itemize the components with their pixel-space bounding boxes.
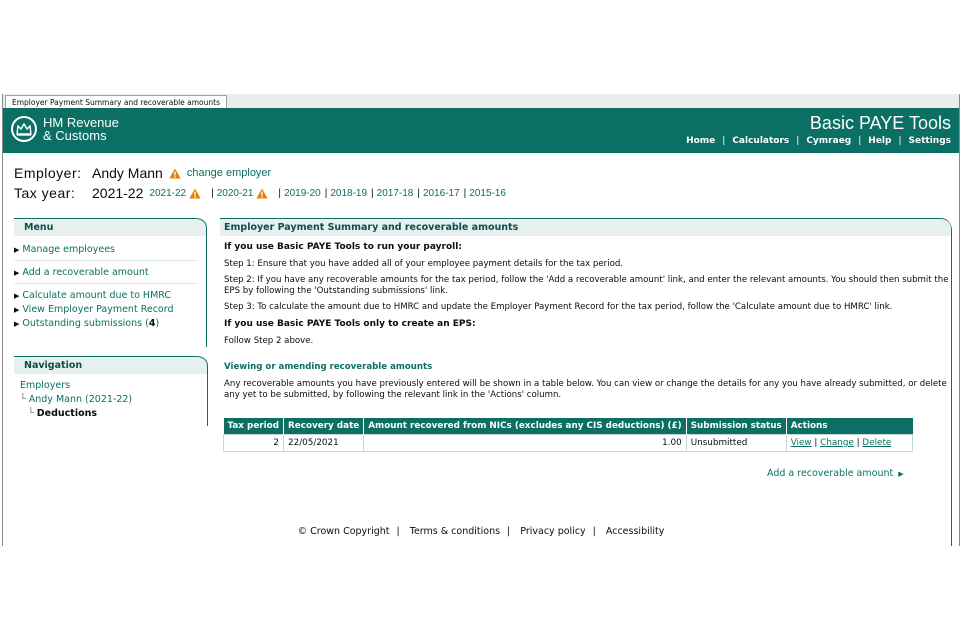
app-window — [2, 94, 960, 546]
menu-add-recoverable-amount[interactable]: ▶ Add a recoverable amount — [14, 267, 149, 278]
nav-help[interactable]: Help — [868, 136, 892, 146]
window-tab[interactable]: Employer Payment Summary and recoverable amounts — [5, 95, 227, 109]
step2-text: Step 2: If you have any recoverable amounts for the tax period, follow the 'Add a recoverable amount' link, and enter the relevant amounts. You should then submit the EPS by following the 'Outstanding submissions' link. — [224, 275, 949, 296]
add-recoverable-amount-link[interactable]: Add a recoverable amount ▶ — [767, 468, 904, 479]
viewing-text: Any recoverable amounts you have previously entered will be shown in a table below. You can view or change the details for any you have already submitted, or delete any yet to be submitted, by following the relevant link in the 'Actions' column. — [224, 379, 947, 400]
employer-label: Employer: — [14, 165, 82, 181]
cell-amount: 1.00 — [364, 435, 686, 452]
menu-title: Menu — [14, 218, 206, 236]
nav-employers-link[interactable]: Employers — [20, 380, 71, 391]
step3-text: Step 3: To calculate the amount due to HMRC and update the Employer Payment Record for the tax period, follow the 'Calculate amount due to HMRC' link. — [224, 302, 893, 312]
change-link[interactable]: Change — [820, 438, 854, 448]
hmrc-logo[interactable] — [11, 115, 201, 149]
tax-year-link-2017-18[interactable]: 2017-18 — [376, 187, 414, 199]
triangle-right-icon: ▶ — [14, 292, 20, 300]
footer-accessibility-link[interactable]: Accessibility — [605, 526, 665, 537]
warning-icon — [189, 188, 201, 199]
table-row — [224, 435, 913, 452]
nav-home[interactable]: Home — [686, 136, 716, 146]
change-employer-link[interactable]: change employer — [186, 167, 272, 179]
navigation-panel: Navigation Employers └ Andy Mann (2021-22) └ Deductions — [14, 356, 208, 426]
app-title: Basic PAYE Tools — [809, 113, 951, 133]
tax-year-line: Tax year: 2021-22 2021-22 | 2020-21 | 2019-20 | 2018-19 | 2017-18 | 2016-17 | 2015-16 — [14, 185, 506, 201]
menu-panel — [14, 218, 207, 347]
cell-status: Unsubmitted — [686, 435, 786, 452]
footer-terms-link[interactable]: Terms & conditions — [409, 526, 501, 537]
triangle-right-icon: ▶ — [14, 306, 20, 314]
tax-year-link-2021-22[interactable]: 2021-22 — [149, 187, 187, 199]
eps-heading: If you use Basic PAYE Tools only to create an EPS: — [224, 319, 476, 329]
warning-icon — [256, 188, 268, 199]
nav-employee-link[interactable]: Andy Mann (2021-22) — [28, 394, 133, 405]
cell-tax-period: 2 — [224, 435, 284, 452]
crown-icon — [11, 116, 37, 142]
navigation-title: Navigation — [14, 356, 207, 374]
menu-manage-employees[interactable]: ▶ Manage employees — [14, 244, 115, 255]
tab-bar — [3, 94, 959, 109]
step1-text: Step 1: Ensure that you have added all of your employee payment details for the tax period. — [224, 259, 624, 269]
menu-outstanding-submissions[interactable]: ▶ Outstanding submissions (4) — [14, 318, 160, 329]
table-header-row — [224, 418, 913, 435]
cell-recovery-date: 22/05/2021 — [284, 435, 364, 452]
current-tax-year: 2021-22 — [92, 185, 144, 201]
tax-year-link-2015-16[interactable]: 2015-16 — [469, 187, 506, 199]
eps-text: Follow Step 2 above. — [224, 336, 314, 346]
tax-year-link-2016-17[interactable]: 2016-17 — [422, 187, 460, 199]
main-title: Employer Payment Summary and recoverable amounts — [220, 218, 951, 236]
tax-year-link-2018-19[interactable]: 2018-19 — [330, 187, 368, 199]
tax-year-link-2019-20[interactable]: 2019-20 — [284, 187, 321, 199]
menu-calculate-amount-due[interactable]: ▶ Calculate amount due to HMRC — [14, 290, 172, 301]
main-panel — [220, 218, 952, 546]
triangle-right-icon: ▶ — [14, 320, 20, 328]
top-nav: Home | Calculators | Cymraeg | Help | Settings — [686, 136, 951, 146]
employer-name: Andy Mann — [92, 165, 163, 181]
tax-year-label: Tax year: — [14, 185, 76, 201]
cell-actions: View | Change | Delete — [786, 435, 913, 452]
nav-current-deductions: Deductions — [36, 408, 98, 419]
footer-copyright: © Crown Copyright — [297, 526, 390, 537]
nav-settings[interactable]: Settings — [908, 136, 951, 146]
col-actions: Actions — [786, 418, 913, 435]
employer-line — [14, 165, 271, 181]
col-submission-status: Submission status — [686, 418, 786, 435]
col-tax-period: Tax period — [224, 418, 284, 435]
tax-year-link-2020-21[interactable]: 2020-21 — [216, 187, 254, 199]
recoverable-amounts-table — [223, 418, 913, 452]
footer-privacy-link[interactable]: Privacy policy — [520, 526, 586, 537]
nav-cymraeg[interactable]: Cymraeg — [806, 136, 852, 146]
view-link[interactable]: View — [790, 438, 812, 448]
delete-link[interactable]: Delete — [862, 438, 892, 448]
header — [3, 108, 959, 153]
nav-calculators[interactable]: Calculators — [732, 136, 790, 146]
logo-line2: & Customs — [43, 127, 107, 143]
triangle-right-icon: ▶ — [14, 246, 20, 254]
triangle-right-icon: ▶ — [898, 470, 904, 478]
viewing-heading: Viewing or amending recoverable amounts — [224, 362, 433, 372]
intro-heading: If you use Basic PAYE Tools to run your payroll: — [224, 242, 462, 252]
outstanding-count: 4 — [148, 318, 156, 329]
footer: © Crown Copyright | Terms & conditions | Privacy policy | Accessibility — [297, 526, 665, 537]
col-recovery-date: Recovery date — [284, 418, 364, 435]
col-amount-recovered: Amount recovered from NICs (excludes any CIS deductions) (£) — [364, 418, 686, 435]
triangle-right-icon: ▶ — [14, 269, 20, 277]
logo-line1: HM Revenue — [43, 115, 119, 130]
menu-view-employer-payment-record[interactable]: ▶ View Employer Payment Record — [14, 304, 174, 315]
warning-icon — [169, 168, 181, 179]
